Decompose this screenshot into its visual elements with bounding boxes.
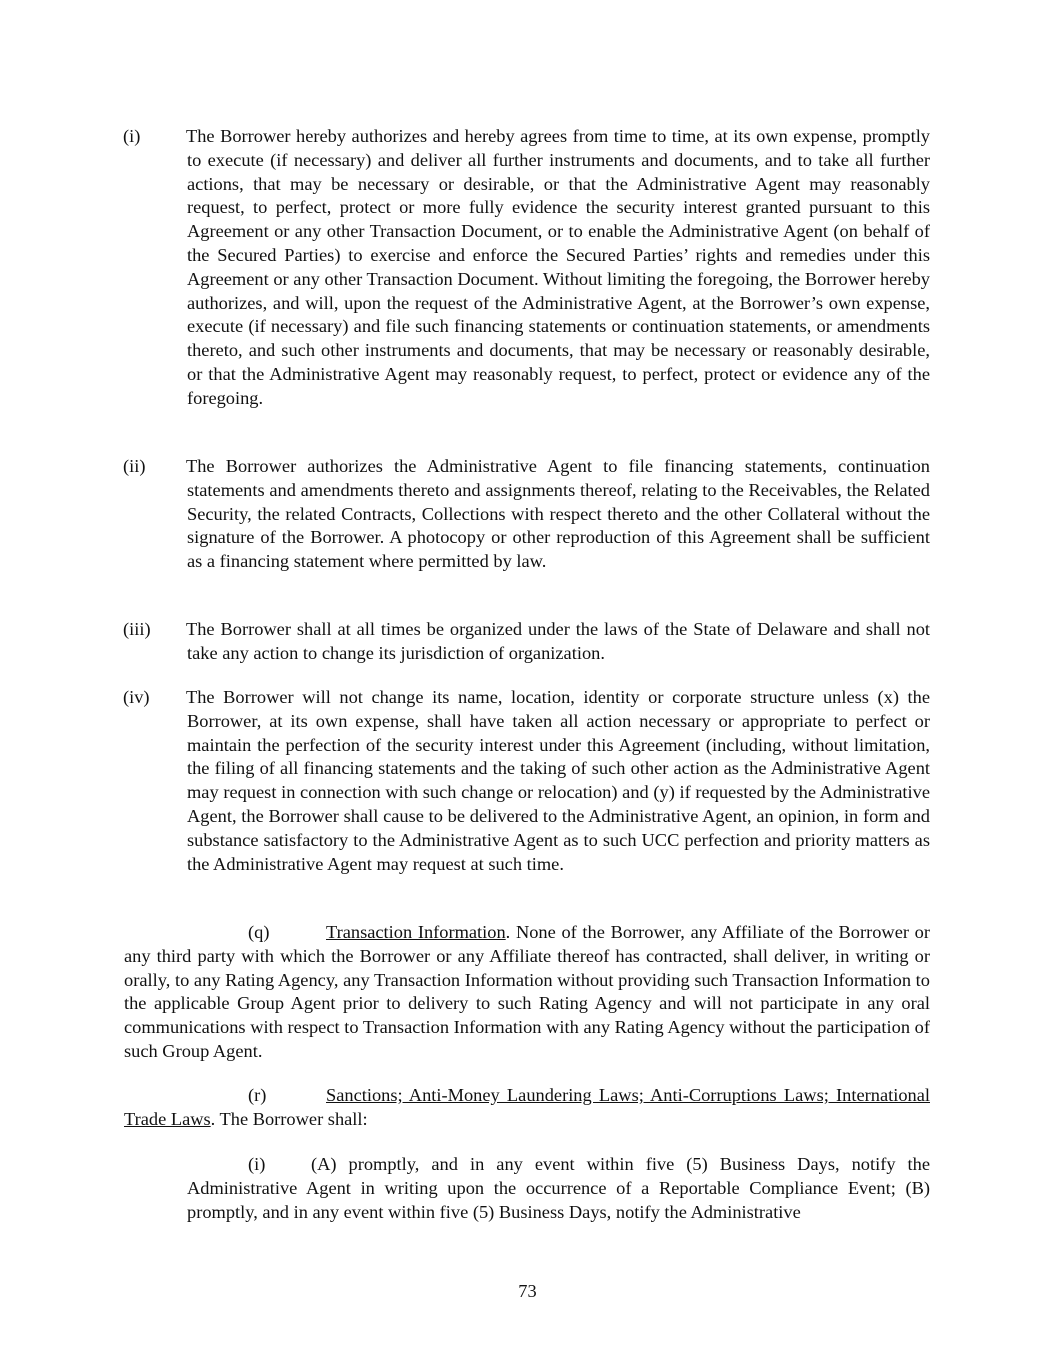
section-q-text: . None of the Borrower, any Affiliate of the Borrower or any third party with which the Borrower or any Affiliate thereof has contracted, shall deliver, in writing or orally, to any Rating Agency, any Transaction Information without providing such Transaction Information to the applicable Group Agent prior to delivery to such Rating Agency and will not participate in any oral communications with respect to Transaction Information with any Rating Agency without the participation of such Group Agent.	[124, 922, 930, 1061]
paragraph-ii-number: (ii)	[123, 456, 146, 476]
section-r-text: . The Borrower shall:	[210, 1108, 368, 1129]
paragraph-i-text: The Borrower hereby authorizes and hereby agrees from time to time, at its own expense, promptly to execute (if necessary) and deliver all further instruments and documents, and to take all further actions, that may be necessary or desirable, or that the Administrative Agent may reasonably request, to perfect, protect or more fully evidence the security interest granted pursuant to this Agreement or any other Transaction Document, or to enable the Administrative Agent (on behalf of the Secured Parties) to exercise and enforce the Secured Parties’ rights and remedies under this Agreement or any other Transaction Document. Without limiting the foregoing, the Borrower hereby authorizes, and will, upon the request of the Administrative Agent, at the Borrower’s own expense, execute (if necessary) and file such financing statements or continuation statements, or amendments thereto, and such other instruments and documents, that may be necessary or reasonably desirable, or that the Administrative Agent may reasonably request, to perfect, protect or evidence any of the foregoing.	[186, 126, 930, 408]
section-r-heading: Sanctions; Anti-Money Laundering Laws; Anti-Corruptions Laws; International Trade Laws	[124, 1085, 930, 1129]
section-r-number: (r)	[248, 1085, 267, 1105]
section-q-number: (q)	[248, 922, 270, 942]
paragraph-i	[123, 125, 930, 411]
paragraph-i-number: (i)	[123, 126, 141, 146]
section-r-paragraph-i-text: (A) promptly, and in any event within five (5) Business Days, notify the Administrative Agent in writing upon the occurrence of a Reportable Compliance Event; (B) promptly, and in any event within five (5) Business Days, notify the Administrative	[187, 1154, 930, 1222]
paragraph-iv-number: (iv)	[123, 687, 150, 707]
paragraph-iii-text: The Borrower shall at all times be organized under the laws of the State of Delaware and shall not take any action to change its jurisdiction of organization.	[186, 619, 930, 663]
paragraph-iv-text: The Borrower will not change its name, location, identity or corporate structure unless (x) the Borrower, at its own expense, shall have taken all action necessary or appropriate to perfect or maintain the perfection of the security interest under this Agreement (including, without limitation, the filing of all financing statements and the taking of such other action as the Administrative Agent may request in connection with such change or relocation) and (y) if requested by the Administrative Agent, the Borrower shall cause to be delivered to the Administrative Agent, an opinion, in form and substance satisfactory to the Administrative Agent as to such UCC perfection and priority matters as the Administrative Agent may request at such time.	[186, 687, 930, 874]
paragraph-iii	[123, 618, 930, 666]
section-r	[124, 1084, 930, 1132]
section-q-heading: Transaction Information	[326, 922, 506, 942]
section-r-paragraph-i-number: (i)	[248, 1154, 266, 1174]
paragraph-iv	[123, 686, 930, 876]
paragraph-ii	[123, 455, 930, 574]
paragraph-ii-text: The Borrower authorizes the Administrative Agent to file financing statements, continuation statements and amendments thereto and assignments thereof, relating to the Receivables, the Related Security, the related Contracts, Collections with respect thereto and the other Collateral without the signature of the Borrower. A photocopy or other reproduction of this Agreement shall be sufficient as a financing statement where permitted by law.	[186, 456, 930, 572]
section-q	[124, 921, 930, 1064]
page-number: 73	[518, 1281, 537, 1301]
paragraph-iii-number: (iii)	[123, 619, 151, 639]
section-r-paragraph-i	[187, 1153, 930, 1224]
